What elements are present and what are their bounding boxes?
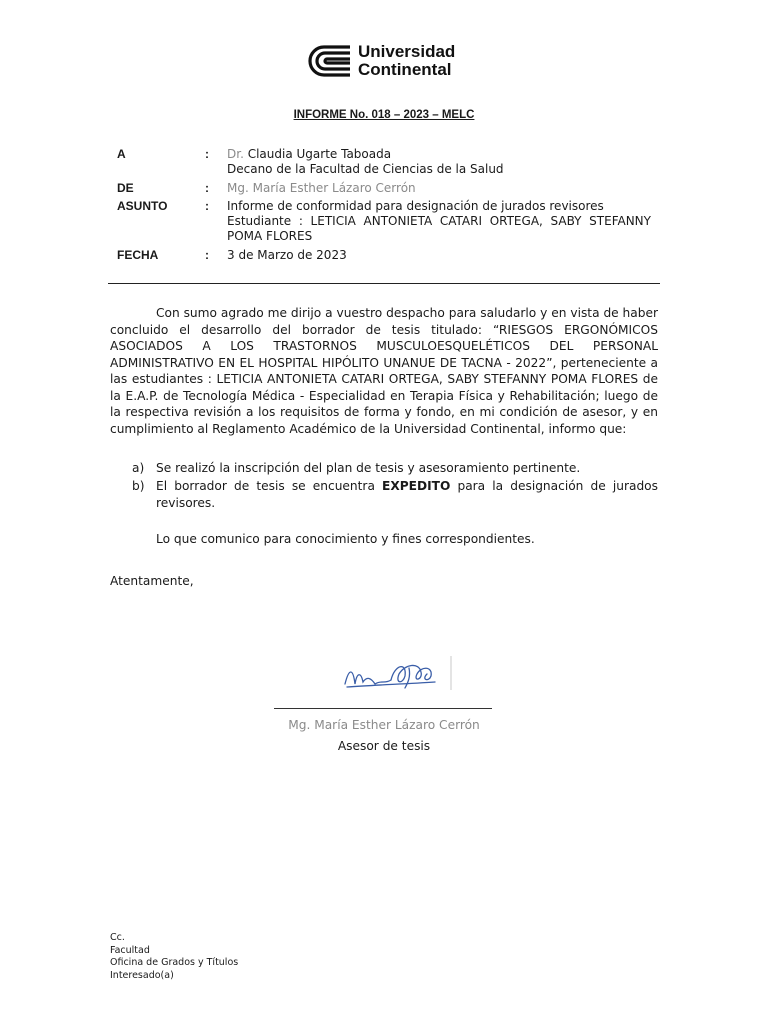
body-paragraph-text: Con sumo agrado me dirijo a vuestro despacho para saludarlo y en vista de haber concluido el desarrollo del borrador de tesis titulado: “RIESGOS ERGONÓMICOS ASOCIADOS A LOS TRASTORNOS MUSCULOESQUELÉTICOS DEL PERSONAL ADMINISTRATIVO EN EL HOSPITAL HIPÓLITO UNANUE DE TACNA - 2022”, perteneciente a las estudiantes : LETICIA ANTONIETA CATARI ORTEGA, SABY STEFANNY POMA FLORES de la E.A.P. de Tecnología Médica - Especialidad en Terapia Física y Rehabilitación; luego de la respectiva revisión a los requisitos de forma y fondo, en mi condición de asesor, y en cumplimiento al Reglamento Académico de la Universidad Continental, informo que: <box>110 306 658 436</box>
header-subject-sep: : <box>205 199 209 213</box>
header-subject-value <box>227 199 651 244</box>
list-item-text-after: para la designación de jurados revisores. <box>156 479 658 510</box>
body-paragraph <box>110 305 658 437</box>
header-date-label: FECHA <box>117 248 159 262</box>
report-title: INFORME No. 018 – 2023 – MELC <box>293 109 475 121</box>
header-date-value: 3 de Marzo de 2023 <box>227 248 347 262</box>
signature-line <box>274 708 492 709</box>
cc-line: Interesado(a) <box>110 969 174 981</box>
header-from-label: DE <box>117 181 134 195</box>
header-subject-label: ASUNTO <box>117 199 168 213</box>
list-item-text-before: El borrador de tesis se encuentra <box>156 479 383 493</box>
list-item-text: Se realizó la inscripción del plan de tesis y asesoramiento pertinente. <box>156 461 581 475</box>
cc-label: Cc. <box>110 932 125 943</box>
header-subject-line-1: Informe de conformidad para designación de jurados revisores <box>227 199 604 213</box>
header-from-name: Mg. María Esther Lázaro Cerrón <box>227 181 416 195</box>
university-logo <box>306 43 466 81</box>
header-to-value <box>227 147 651 177</box>
list-item-text <box>156 478 658 511</box>
cc-block <box>110 932 238 982</box>
expedito-emphasis: EXPEDITO <box>382 479 451 493</box>
closing-sentence: Lo que comunico para conocimiento y fines correspondientes. <box>156 532 535 546</box>
logo-line-2: Continental <box>358 60 452 79</box>
signer-name: Mg. María Esther Lázaro Cerrón <box>288 718 480 732</box>
cc-line: Facultad <box>110 944 150 956</box>
logo-line-1: Universidad <box>358 42 456 61</box>
header-to-name: Claudia Ugarte Taboada <box>247 147 392 161</box>
header-to-label: A <box>117 147 126 161</box>
header-divider <box>108 283 660 284</box>
header-to-sep: : <box>205 147 209 161</box>
uc-logo-icon <box>306 43 352 79</box>
list-item-marker: b) <box>132 479 145 493</box>
header-to-prefix: Dr. <box>227 147 244 161</box>
handwritten-signature <box>335 654 455 694</box>
logo-wordmark <box>358 43 455 79</box>
list-item-marker: a) <box>132 461 145 475</box>
cc-line: Oficina de Grados y Títulos <box>110 957 239 968</box>
header-from-sep: : <box>205 181 209 195</box>
header-date-sep: : <box>205 248 209 262</box>
header-to-role: Decano de la Facultad de Ciencias de la Salud <box>227 162 504 176</box>
header-subject-line-3: POMA FLORES <box>227 229 313 243</box>
header-subject-line-2: Estudiante : LETICIA ANTONIETA CATARI ORTEGA, SABY STEFANNY <box>227 214 651 228</box>
regards: Atentamente, <box>110 574 194 588</box>
signer-role: Asesor de tesis <box>337 739 431 753</box>
